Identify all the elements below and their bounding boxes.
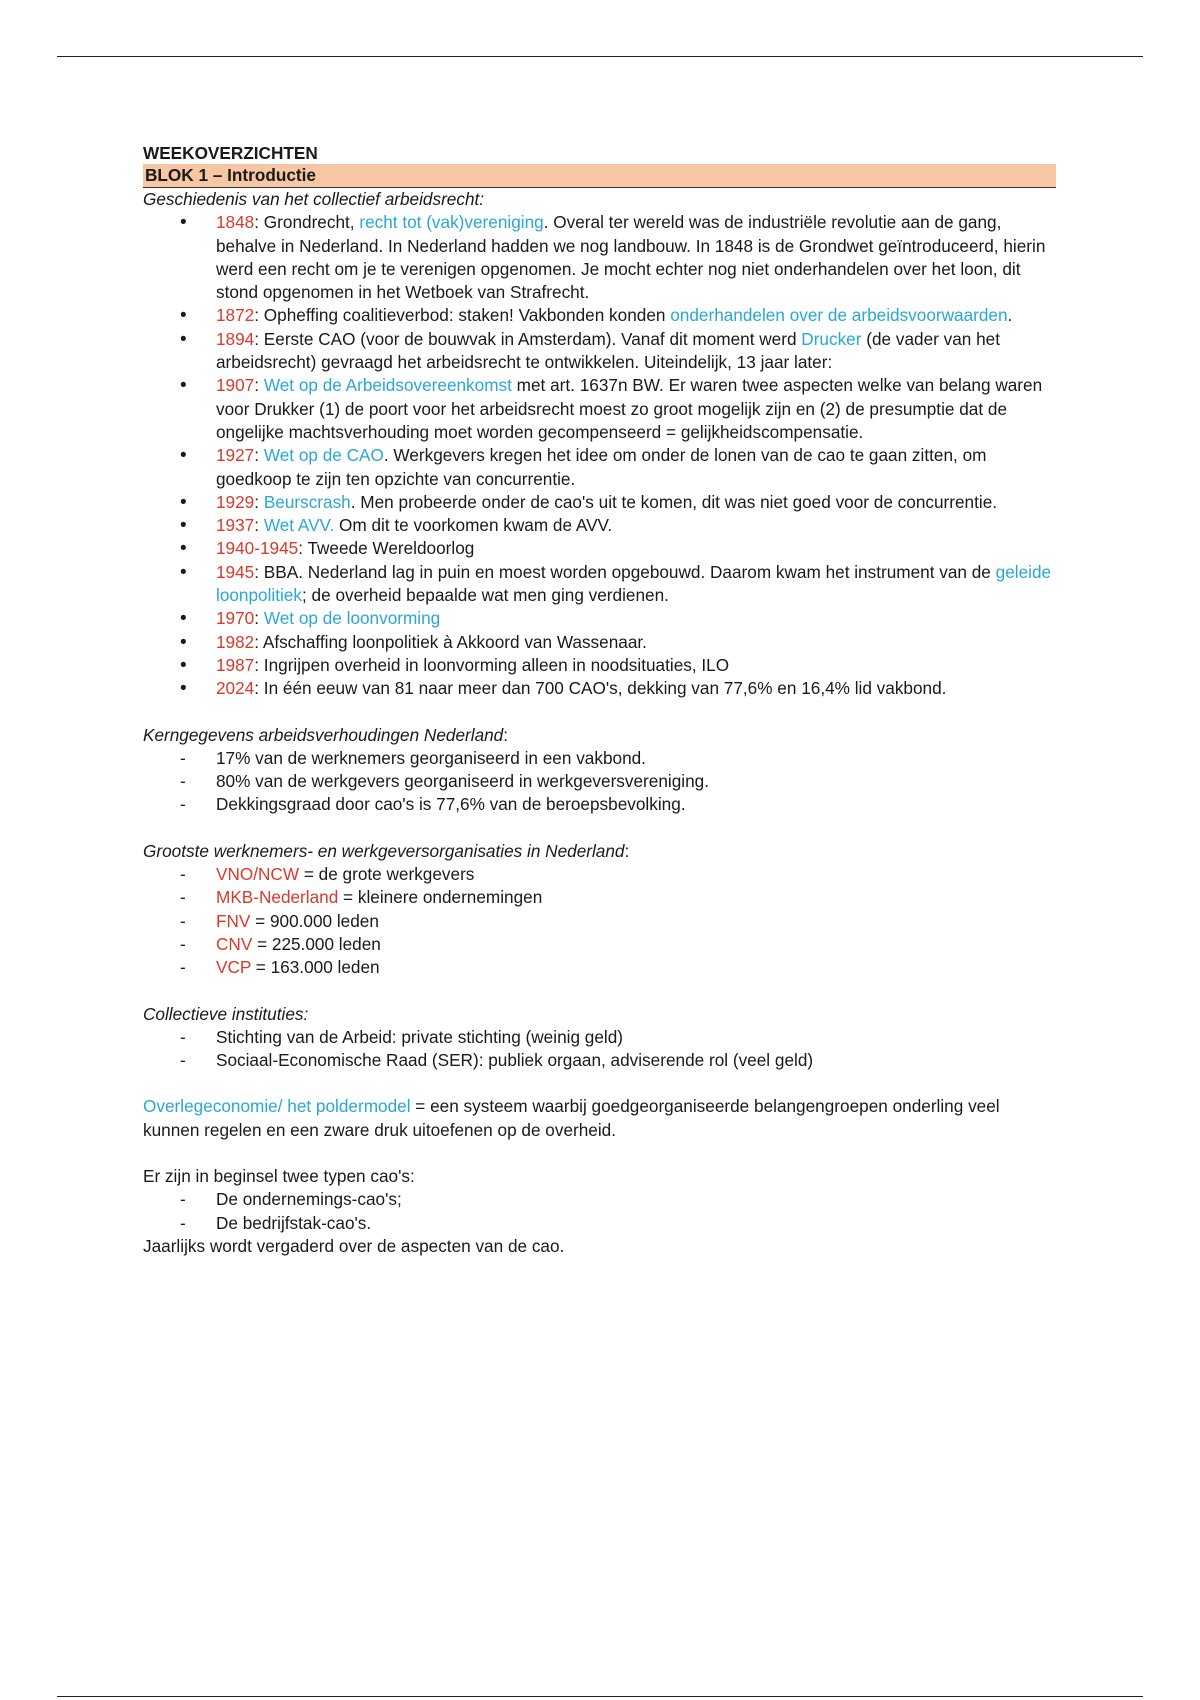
highlight: Beurscrash <box>263 491 351 512</box>
header-rule <box>57 56 1143 57</box>
highlight: Wet AVV. <box>263 515 335 536</box>
organisation-name: FNV <box>216 910 251 931</box>
year: 1848 <box>216 212 255 233</box>
history-item: • 1987: Ingrijpen overheid in loonvorming alleen in noodsituaties, ILO <box>143 654 1056 677</box>
list-item: - FNV = 900.000 leden <box>143 910 1056 933</box>
history-item: • 1940-1945: Tweede Wereldoorlog <box>143 537 1056 560</box>
year: 1970 <box>216 608 255 629</box>
instituties-heading: Collectieve instituties: <box>143 1003 309 1024</box>
history-item: • 1848: Grondrecht, recht tot (vak)vereniging. Overal ter wereld was de industriële revolutie aan de gang, behalve in Nederland. In Nederland hadden we nog landbouw. In 1848 is de Grondwet geïntroduceerd, hierin werd een recht om je te verenigen opgenomen. Je mocht echter nog niet onderhandelen over het loon, dit stond opgenomen in het Wetboek van Strafrecht. <box>143 211 1056 304</box>
page-content <box>143 142 1056 1258</box>
history-item: • 1937: Wet AVV. Om dit te voorkomen kwam de AVV. <box>143 514 1056 537</box>
highlight: Wet op de loonvorming <box>263 608 441 629</box>
organisaties-list <box>143 863 1056 979</box>
overleg-paragraph: Overlegeconomie/ het poldermodel = een systeem waarbij goedgeorganiseerde belangengroepen onderling veel kunnen regelen en een zware druk uitoefenen op de overheid. <box>143 1096 1000 1140</box>
year: 2024 <box>216 678 255 699</box>
history-item: • 2024: In één eeuw van 81 naar meer dan 700 CAO's, dekking van 77,6% en 16,4% lid vakbond. <box>143 677 1056 700</box>
list-item: - CNV = 225.000 leden <box>143 933 1056 956</box>
history-list <box>143 211 1056 700</box>
history-item: • 1982: Afschaffing loonpolitiek à Akkoord van Wassenaar. <box>143 631 1056 654</box>
section-heading-blok: BLOK 1 – Introductie <box>143 164 1056 188</box>
highlight: onderhandelen over de arbeidsvoorwaarden <box>670 305 1008 326</box>
year: 1987 <box>216 654 255 675</box>
list-item: - Sociaal-Economische Raad (SER): publiek orgaan, adviserende rol (veel geld) <box>143 1049 1056 1072</box>
highlight: Wet op de CAO <box>263 445 384 466</box>
history-item: • 1894: Eerste CAO (voor de bouwvak in Amsterdam). Vanaf dit moment werd Drucker (de vader van het arbeidsrecht) gevraagd het arbeidsrecht te ontwikkelen. Uiteindelijk, 13 jaar later: <box>143 328 1056 375</box>
kerngegevens-heading: Kerngegevens arbeidsverhoudingen Nederland: <box>143 724 509 745</box>
history-item: • 1929: Beurscrash. Men probeerde onder de cao's uit te komen, dit was niet goed voor de concurrentie. <box>143 491 1056 514</box>
list-item: - Dekkingsgraad door cao's is 77,6% van de beroepsbevolking. <box>143 793 1056 816</box>
list-item: - 17% van de werknemers georganiseerd in een vakbond. <box>143 747 1056 770</box>
highlight: Wet op de Arbeidsovereenkomst <box>263 375 512 396</box>
history-item: • 1945: BBA. Nederland lag in puin en moest worden opgebouwd. Daarom kwam het instrument van de geleide loonpolitiek; de overheid bepaalde wat men ging verdienen. <box>143 561 1056 608</box>
kerngegevens-list <box>143 747 1056 817</box>
caos-intro: Er zijn in beginsel twee typen cao's: <box>143 1165 415 1186</box>
list-item: - De bedrijfstak-cao's. <box>143 1212 1056 1235</box>
organisaties-heading: Grootste werknemers- en werkgeversorganisaties in Nederland: <box>143 840 630 861</box>
year: 1872 <box>216 305 255 326</box>
document-title: WEEKOVERZICHTEN <box>143 143 318 163</box>
highlight: Drucker <box>801 328 862 349</box>
instituties-list <box>143 1026 1056 1073</box>
history-item: • 1872: Opheffing coalitieverbod: staken! Vakbonden konden onderhandelen over de arbeidsvoorwaarden. <box>143 304 1056 327</box>
organisation-name: CNV <box>216 933 253 954</box>
organisation-name: VNO/NCW <box>216 864 300 885</box>
highlight: recht tot (vak)vereniging <box>359 212 544 233</box>
history-item: • 1970: Wet op de loonvorming <box>143 607 1056 630</box>
year: 1982 <box>216 631 255 652</box>
list-item: - Stichting van de Arbeid: private stichting (weinig geld) <box>143 1026 1056 1049</box>
year: 1907 <box>216 375 255 396</box>
year: 1927 <box>216 445 255 466</box>
term-highlight: Overlegeconomie/ het poldermodel <box>143 1096 411 1117</box>
list-item: - De ondernemings-cao's; <box>143 1188 1056 1211</box>
year: 1940-1945 <box>216 538 299 559</box>
caos-closing: Jaarlijks wordt vergaderd over de aspecten van de cao. <box>143 1235 565 1256</box>
year: 1945 <box>216 561 255 582</box>
history-heading: Geschiedenis van het collectief arbeidsrecht: <box>143 189 485 209</box>
footer-rule <box>57 1696 1143 1697</box>
list-item: - VNO/NCW = de grote werkgevers <box>143 863 1056 886</box>
list-item: - MKB-Nederland = kleinere ondernemingen <box>143 886 1056 909</box>
list-item: - 80% van de werkgevers georganiseerd in werkgeversvereniging. <box>143 770 1056 793</box>
caos-list <box>143 1188 1056 1235</box>
organisation-name: MKB-Nederland <box>216 887 339 908</box>
highlight: geleide loonpolitiek <box>216 561 1052 606</box>
history-item: • 1927: Wet op de CAO. Werkgevers kregen het idee om onder de lonen van de cao te gaan zitten, om goedkoop te zijn ten opzichte van concurrentie. <box>143 444 1056 491</box>
history-item: • 1907: Wet op de Arbeidsovereenkomst met art. 1637n BW. Er waren twee aspecten welke van belang waren voor Drukker (1) de poort voor het arbeidsrecht moest zo groot mogelijk zijn en (2) de presumptie dat de ongelijke machtsverhouding moet worden gecompenseerd = gelijkheidscompensatie. <box>143 374 1056 444</box>
year: 1929 <box>216 491 255 512</box>
list-item: - VCP = 163.000 leden <box>143 956 1056 979</box>
year: 1894 <box>216 328 255 349</box>
year: 1937 <box>216 515 255 536</box>
organisation-name: VCP <box>216 957 252 978</box>
